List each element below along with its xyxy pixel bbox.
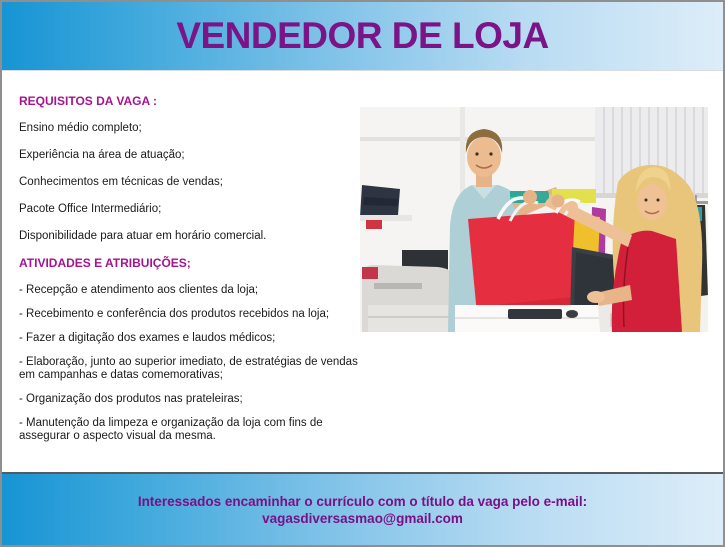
header-banner: [2, 2, 723, 71]
activity-item: - Recepção e atendimento aos clientes da loja;: [19, 284, 259, 296]
requirement-item: Experiência na área de atuação;: [19, 149, 185, 161]
store-photo-illustration: [360, 107, 708, 332]
footer-email: vagasdiversasmao@gmail.com: [262, 510, 463, 526]
requirement-item: Conhecimentos em técnicas de vendas;: [19, 176, 223, 188]
activity-item: - Elaboração, junto ao superior imediato, de estratégias de vendas em campanhas e datas comemorativas;: [19, 356, 358, 381]
keyboard: [508, 309, 562, 319]
activity-item: - Recebimento e conferência dos produtos recebidos na loja;: [19, 308, 330, 320]
store-photo: [360, 107, 708, 332]
activities-heading: ATIVIDADES E ATRIBUIÇÕES;: [19, 256, 191, 270]
activity-item: - Fazer a digitação dos exames e laudos médicos;: [19, 332, 276, 344]
requirement-item: Pacote Office Intermediário;: [19, 203, 162, 215]
footer-banner: [2, 472, 723, 545]
job-details: [19, 95, 361, 454]
content-area: [2, 71, 723, 472]
footer-instruction: Interessados encaminhar o currículo com o título da vaga pelo e-mail:: [137, 493, 588, 509]
mouse: [566, 310, 578, 318]
activity-item: - Manutenção da limpeza e organização da loja com fins de assegurar o aspecto visual da mesma.: [19, 417, 323, 442]
price-tag: [366, 220, 382, 229]
requirements-heading: REQUISITOS DA VAGA :: [19, 94, 158, 108]
activity-item: - Organização dos produtos nas prateleiras;: [19, 393, 243, 405]
requirement-item: Disponibilidade para atuar em horário comercial.: [19, 230, 267, 242]
requirement-item: Ensino médio completo;: [19, 122, 142, 134]
page-title: VENDEDOR DE LOJA: [176, 15, 549, 56]
